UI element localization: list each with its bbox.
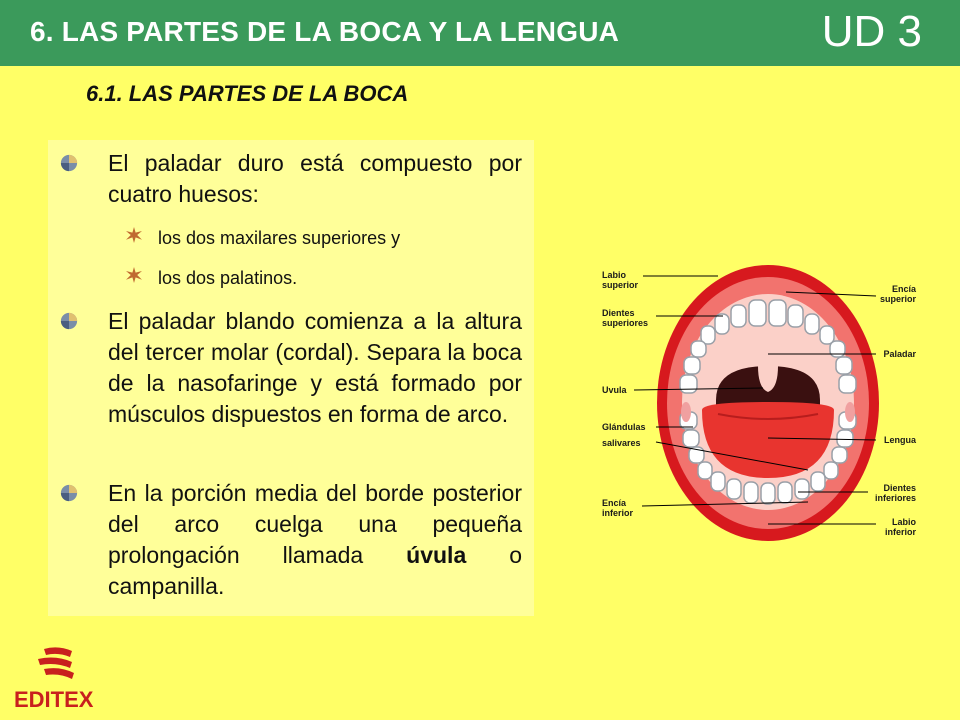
editex-logo — [10, 645, 120, 713]
star-bullet-icon — [126, 227, 142, 243]
label-uvula: Uvula — [602, 385, 627, 395]
bullet-uvula — [108, 478, 522, 602]
uvula-term: úvula — [406, 542, 467, 568]
book-stack-icon — [38, 647, 74, 679]
section-title: 6.1. LAS PARTES DE LA BOCA — [86, 81, 409, 106]
sphere-bullet-icon — [60, 484, 78, 502]
label-encia-superior-1: Encía — [891, 284, 916, 294]
mouth-diagram — [598, 262, 920, 546]
sphere-bullet-icon — [60, 312, 78, 330]
bullet-paladar-duro: El paladar duro está compuesto por cuatro huesos: — [108, 150, 522, 207]
star-bullet-icon — [126, 267, 142, 283]
header-bar — [0, 0, 960, 66]
label-dientes-superiores-2: superiores — [602, 318, 649, 328]
slide-title: 6. LAS PARTES DE LA BOCA Y LA LENGUA — [30, 16, 620, 47]
label-encia-inferior-2: inferior — [602, 508, 634, 518]
label-glandulas-2: salivares — [602, 438, 641, 448]
content-box — [48, 140, 534, 616]
label-labio-superior-2: superior — [602, 280, 639, 290]
unit-label: UD 3 — [821, 7, 922, 56]
label-dientes-inferiores-1: Dientes — [883, 483, 916, 493]
label-glandulas-1: Glándulas — [602, 422, 646, 432]
sub-item-maxilares: los dos maxilares superiores y — [158, 228, 401, 248]
label-lengua: Lengua — [883, 435, 916, 445]
label-encia-superior-2: superior — [879, 294, 916, 304]
label-labio-superior-1: Labio — [602, 270, 626, 280]
label-dientes-superiores-1: Dientes — [602, 308, 635, 318]
bullet-uvula-text-1: En la porción media del borde posterior del arco cuelga una pequeña prolongación llamada — [108, 480, 522, 568]
label-labio-inferior-2: inferior — [884, 527, 916, 537]
bullet-uvula-text-2: o campanilla. — [108, 542, 522, 599]
label-dientes-inferiores-2: inferiores — [874, 493, 916, 503]
label-labio-inferior-1: Labio — [892, 517, 916, 527]
logo-wordmark: EDITEX — [14, 687, 94, 712]
sub-item-palatinos: los dos palatinos. — [158, 268, 298, 288]
label-paladar: Paladar — [883, 349, 916, 359]
label-encia-inferior-1: Encía — [602, 498, 627, 508]
bullet-paladar-blando: El paladar blando comienza a la altura del tercer molar (cordal). Separa la boca de la nasofaringe y está formado por músculos dispuestos en forma de arco. — [108, 308, 522, 427]
sphere-bullet-icon — [60, 154, 78, 172]
